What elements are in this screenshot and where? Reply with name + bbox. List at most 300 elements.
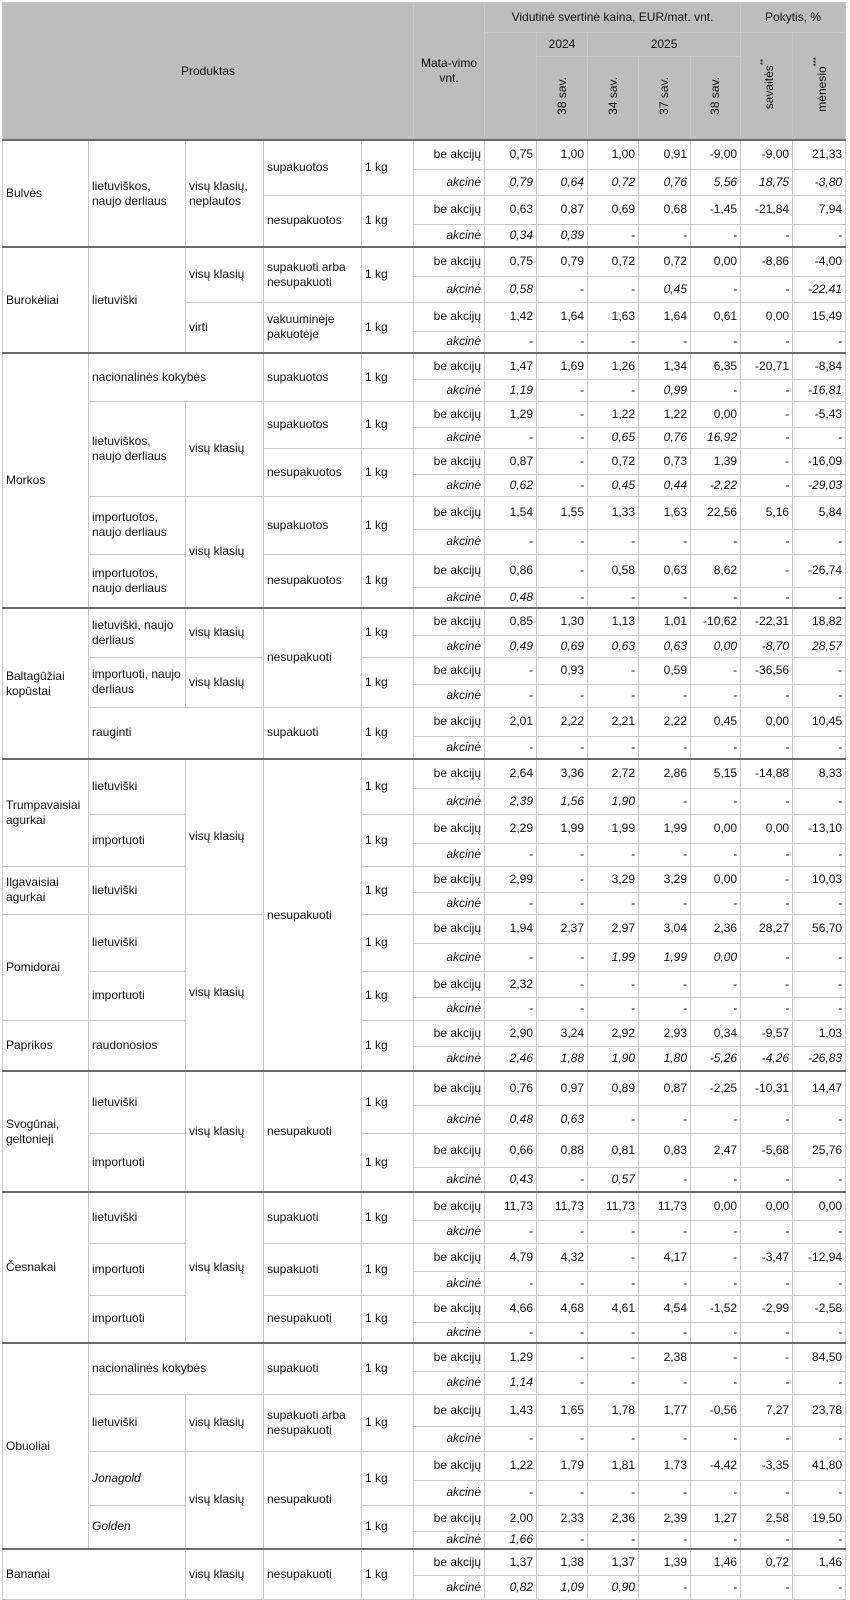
value-cell: -12,94: [793, 1243, 846, 1271]
packaging: supakuotos: [264, 496, 362, 554]
price-type: akcinė: [414, 1271, 485, 1295]
price-type: be akcijų: [414, 1133, 485, 1167]
product-class: visų klasių: [186, 759, 264, 914]
value-cell: -: [485, 943, 537, 971]
value-cell: 84,50: [793, 1343, 846, 1371]
value-cell: -: [588, 657, 639, 684]
value-cell: 2,97: [588, 914, 639, 943]
price-type: be akcijų: [414, 707, 485, 736]
value-cell: -: [793, 1167, 846, 1192]
value-cell: -: [691, 1167, 741, 1192]
value-cell: -: [485, 997, 537, 1020]
value-cell: 4,32: [537, 1243, 588, 1271]
value-cell: 0,86: [485, 554, 537, 587]
value-cell: 4,66: [485, 1295, 537, 1322]
value-cell: -26,83: [793, 1046, 846, 1071]
price-type: akcinė: [414, 529, 485, 554]
value-cell: 0,48: [485, 587, 537, 608]
value-cell: -: [691, 892, 741, 914]
table-row: [3, 1071, 846, 1105]
header-produktas: Produktas: [3, 3, 414, 141]
value-cell: -: [537, 943, 588, 971]
value-cell: -: [588, 1371, 639, 1394]
packaging: nesupakuoti: [264, 1549, 362, 1599]
value-cell: 0,34: [691, 1020, 741, 1046]
value-cell: 0,49: [485, 635, 537, 657]
value-cell: -: [741, 1322, 793, 1343]
value-cell: 2,29: [485, 814, 537, 843]
product-name: Baltagūžiai kopūstai: [3, 608, 89, 759]
value-cell: 1,34: [639, 353, 691, 379]
price-type: akcinė: [414, 843, 485, 866]
product-class: visų klasių: [186, 247, 264, 302]
price-type: akcinė: [414, 635, 485, 657]
value-cell: 1,81: [588, 1451, 639, 1480]
value-cell: 0,00: [741, 1192, 793, 1220]
product-variety: lietuviškos, naujo derliaus: [89, 140, 186, 247]
value-cell: -: [793, 587, 846, 608]
value-cell: 19,50: [793, 1505, 846, 1531]
value-cell: 0,58: [588, 554, 639, 587]
value-cell: 0,87: [537, 195, 588, 224]
table-row: [3, 707, 846, 736]
header-change: Pokytis, %: [741, 3, 846, 33]
value-cell: -: [793, 1575, 846, 1599]
value-cell: -: [588, 529, 639, 554]
product-variety: raudonosios: [89, 1020, 186, 1071]
value-cell: -: [537, 529, 588, 554]
table-row: [3, 914, 846, 943]
value-cell: 0,61: [691, 302, 741, 331]
value-cell: 8,33: [793, 759, 846, 788]
value-cell: 1,99: [639, 943, 691, 971]
value-cell: -: [588, 587, 639, 608]
unit: 1 kg: [362, 814, 414, 866]
product-variety: lietuviški: [89, 1192, 186, 1243]
product-name: Bulvės: [3, 140, 89, 247]
value-cell: 1,90: [588, 788, 639, 814]
value-cell: -: [485, 843, 537, 866]
value-cell: -: [588, 892, 639, 914]
value-cell: 3,29: [639, 866, 691, 892]
table-row: [3, 1451, 846, 1480]
value-cell: -3,80: [793, 169, 846, 195]
value-cell: 0,66: [485, 1133, 537, 1167]
header-week-2025-37: 37 sav.: [639, 57, 691, 141]
value-cell: 0,99: [639, 379, 691, 401]
value-cell: -: [485, 331, 537, 353]
value-cell: 1,19: [485, 379, 537, 401]
value-cell: -1,45: [691, 195, 741, 224]
value-cell: 0,43: [485, 1167, 537, 1192]
value-cell: 1,42: [485, 302, 537, 331]
value-cell: -: [691, 379, 741, 401]
value-cell: -3,35: [741, 1451, 793, 1480]
value-cell: -: [741, 1343, 793, 1371]
value-cell: 0,79: [537, 247, 588, 276]
packaging: supakuotos: [264, 353, 362, 401]
product-name: Morkos: [3, 353, 89, 608]
product-variety: importuotos, naujo derliaus: [89, 496, 186, 554]
value-cell: -: [741, 1426, 793, 1451]
value-cell: -9,00: [741, 140, 793, 169]
value-cell: -: [537, 892, 588, 914]
value-cell: -: [537, 474, 588, 496]
value-cell: -: [793, 997, 846, 1020]
product-name: Česnakai: [3, 1192, 89, 1343]
value-cell: -: [741, 1371, 793, 1394]
price-type: akcinė: [414, 1322, 485, 1343]
value-cell: 1,37: [588, 1549, 639, 1575]
value-cell: -: [793, 943, 846, 971]
unit: 1 kg: [362, 353, 414, 401]
table-row: [3, 866, 846, 892]
value-cell: -2,22: [691, 474, 741, 496]
unit: 1 kg: [362, 1451, 414, 1505]
value-cell: 1,37: [485, 1549, 537, 1575]
value-cell: 1,56: [537, 788, 588, 814]
packaging: supakuoti: [264, 707, 362, 759]
value-cell: -: [793, 529, 846, 554]
value-cell: -: [485, 657, 537, 684]
value-cell: 2,36: [588, 1505, 639, 1531]
value-cell: -: [588, 684, 639, 707]
value-cell: 4,61: [588, 1295, 639, 1322]
product-variety: lietuviški: [89, 247, 186, 353]
value-cell: 2,64: [485, 759, 537, 788]
value-cell: -: [537, 427, 588, 448]
product-class: visų klasių: [186, 401, 264, 496]
value-cell: -: [588, 1322, 639, 1343]
product-class: visų klasių: [186, 496, 264, 608]
price-table: [2, 2, 846, 1600]
price-type: be akcijų: [414, 1505, 485, 1531]
value-cell: -8,86: [741, 247, 793, 276]
product-variety: importuoti: [89, 1243, 186, 1295]
value-cell: 0,44: [639, 474, 691, 496]
value-cell: -: [485, 1426, 537, 1451]
value-cell: -: [691, 657, 741, 684]
unit: 1 kg: [362, 401, 414, 448]
unit: 1 kg: [362, 1192, 414, 1243]
value-cell: -: [588, 379, 639, 401]
table-row: [3, 657, 846, 684]
value-cell: 21,33: [793, 140, 846, 169]
value-cell: -: [741, 1480, 793, 1505]
packaging: nesupakuoti: [264, 1451, 362, 1549]
value-cell: -0,56: [691, 1394, 741, 1426]
value-cell: 1,29: [485, 401, 537, 427]
price-type: akcinė: [414, 587, 485, 608]
value-cell: 2,39: [639, 1505, 691, 1531]
value-cell: 1,22: [485, 1451, 537, 1480]
value-cell: 7,27: [741, 1394, 793, 1426]
value-cell: -: [741, 684, 793, 707]
product-variety: Jonagold: [89, 1451, 186, 1505]
value-cell: 0,00: [691, 401, 741, 427]
value-cell: 2,01: [485, 707, 537, 736]
value-cell: 2,37: [537, 914, 588, 943]
value-cell: 3,04: [639, 914, 691, 943]
packaging: supakuotos: [264, 140, 362, 195]
value-cell: -: [741, 379, 793, 401]
table-header: [3, 3, 846, 141]
value-cell: -: [741, 1531, 793, 1549]
value-cell: -: [588, 1243, 639, 1271]
product-variety: importuoti, naujo derliaus: [89, 657, 186, 707]
value-cell: 0,83: [639, 1133, 691, 1167]
value-cell: 1,88: [537, 1046, 588, 1071]
value-cell: -2,58: [793, 1295, 846, 1322]
table-row: [3, 1192, 846, 1220]
table-row: [3, 353, 846, 379]
value-cell: -: [639, 788, 691, 814]
value-cell: 2,32: [485, 971, 537, 997]
value-cell: 0,68: [639, 195, 691, 224]
value-cell: -: [537, 1371, 588, 1394]
price-type: akcinė: [414, 1371, 485, 1394]
product-class: visų klasių, neplautos: [186, 140, 264, 247]
value-cell: 1,00: [537, 140, 588, 169]
value-cell: -3,47: [741, 1243, 793, 1271]
value-cell: -: [741, 997, 793, 1020]
product-variety: lietuviškos, naujo derliaus: [89, 401, 186, 496]
value-cell: -: [639, 1371, 691, 1394]
price-type: akcinė: [414, 379, 485, 401]
value-cell: -: [537, 554, 588, 587]
price-type: be akcijų: [414, 608, 485, 635]
value-cell: -: [793, 1271, 846, 1295]
table-row: [3, 496, 846, 529]
product-name: Paprikos: [3, 1020, 89, 1071]
value-cell: 0,65: [588, 427, 639, 448]
unit: 1 kg: [362, 657, 414, 707]
unit: 1 kg: [362, 1505, 414, 1549]
value-cell: 1,39: [639, 1549, 691, 1575]
value-cell: 2,22: [639, 707, 691, 736]
value-cell: 0,87: [485, 448, 537, 474]
value-cell: -: [691, 1426, 741, 1451]
value-cell: 5,56: [691, 169, 741, 195]
unit: 1 kg: [362, 247, 414, 302]
value-cell: 1,38: [537, 1549, 588, 1575]
value-cell: -13,10: [793, 814, 846, 843]
value-cell: 2,86: [639, 759, 691, 788]
price-type: be akcijų: [414, 1295, 485, 1322]
product-variety: lietuviški: [89, 866, 186, 914]
packaging: supakuoti arba nesupakuoti: [264, 1394, 362, 1451]
value-cell: -: [741, 224, 793, 247]
value-cell: -: [793, 1105, 846, 1133]
value-cell: 1,77: [639, 1394, 691, 1426]
value-cell: -: [485, 1322, 537, 1343]
table-row: [3, 1133, 846, 1167]
value-cell: -8,84: [793, 353, 846, 379]
value-cell: -: [639, 1322, 691, 1343]
value-cell: -: [537, 1271, 588, 1295]
value-cell: -21,84: [741, 195, 793, 224]
value-cell: 0,63: [588, 635, 639, 657]
value-cell: 5,16: [741, 496, 793, 529]
unit: 1 kg: [362, 554, 414, 608]
product-class: visų klasių: [186, 608, 264, 657]
value-cell: -: [741, 448, 793, 474]
value-cell: 0,00: [691, 943, 741, 971]
value-cell: 0,93: [537, 657, 588, 684]
price-type: akcinė: [414, 684, 485, 707]
price-type: be akcijų: [414, 759, 485, 788]
value-cell: -: [537, 1426, 588, 1451]
unit: 1 kg: [362, 1071, 414, 1133]
value-cell: 1,43: [485, 1394, 537, 1426]
value-cell: 1,55: [537, 496, 588, 529]
value-cell: -: [741, 788, 793, 814]
value-cell: -16,81: [793, 379, 846, 401]
value-cell: -: [639, 843, 691, 866]
value-cell: -: [741, 1271, 793, 1295]
value-cell: -: [639, 684, 691, 707]
value-cell: -: [793, 971, 846, 997]
header-change-week: savaitės**: [741, 33, 793, 141]
price-type: be akcijų: [414, 353, 485, 379]
value-cell: -: [691, 684, 741, 707]
value-cell: -: [793, 1371, 846, 1394]
value-cell: -: [537, 401, 588, 427]
product-variety: importuoti: [89, 1295, 186, 1343]
value-cell: -: [485, 736, 537, 759]
value-cell: 3,29: [588, 866, 639, 892]
table-row: [3, 554, 846, 587]
value-cell: 0,97: [537, 1071, 588, 1105]
value-cell: -: [741, 529, 793, 554]
value-cell: -4,42: [691, 1451, 741, 1480]
value-cell: -: [537, 997, 588, 1020]
price-type: akcinė: [414, 474, 485, 496]
product-variety: lietuviški: [89, 914, 186, 971]
value-cell: -: [639, 1575, 691, 1599]
header-week-2025-38: 38 sav.: [691, 57, 741, 141]
header-week-2024-38: 38 sav.: [537, 57, 588, 141]
value-cell: 0,45: [588, 474, 639, 496]
value-cell: 0,76: [639, 169, 691, 195]
value-cell: -: [741, 427, 793, 448]
value-cell: 56,70: [793, 914, 846, 943]
table-row: [3, 1505, 846, 1531]
price-type: akcinė: [414, 892, 485, 914]
value-cell: -: [741, 843, 793, 866]
value-cell: -: [588, 1426, 639, 1451]
price-type: akcinė: [414, 276, 485, 302]
value-cell: 0,59: [639, 657, 691, 684]
value-cell: -: [741, 971, 793, 997]
header-unit: Mata-vimo vnt.: [414, 3, 485, 141]
value-cell: -: [691, 843, 741, 866]
price-type: be akcijų: [414, 496, 485, 529]
value-cell: -: [537, 1480, 588, 1505]
value-cell: -: [588, 224, 639, 247]
value-cell: -: [537, 843, 588, 866]
value-cell: 0,69: [537, 635, 588, 657]
value-cell: 15,49: [793, 302, 846, 331]
value-cell: 7,94: [793, 195, 846, 224]
value-cell: 4,54: [639, 1295, 691, 1322]
value-cell: -: [741, 892, 793, 914]
value-cell: 2,46: [485, 1046, 537, 1071]
value-cell: 10,45: [793, 707, 846, 736]
value-cell: -: [537, 448, 588, 474]
value-cell: -: [691, 1243, 741, 1271]
value-cell: 0,45: [639, 276, 691, 302]
value-cell: 1,66: [485, 1531, 537, 1549]
value-cell: 14,47: [793, 1071, 846, 1105]
unit: 1 kg: [362, 1133, 414, 1192]
price-type: be akcijų: [414, 140, 485, 169]
value-cell: 1,63: [639, 496, 691, 529]
unit: 1 kg: [362, 971, 414, 1020]
value-cell: -9,57: [741, 1020, 793, 1046]
price-type: akcinė: [414, 1046, 485, 1071]
value-cell: -: [691, 788, 741, 814]
header-week-2025-34: 34 sav.: [588, 57, 639, 141]
value-cell: 28,57: [793, 635, 846, 657]
value-cell: 1,99: [639, 814, 691, 843]
product-class: visų klasių: [186, 1071, 264, 1192]
value-cell: -: [537, 1531, 588, 1549]
value-cell: 1,30: [537, 608, 588, 635]
value-cell: -: [588, 1220, 639, 1243]
price-type: be akcijų: [414, 448, 485, 474]
packaging: supakuoti: [264, 1243, 362, 1295]
price-type: akcinė: [414, 997, 485, 1020]
value-cell: -: [741, 401, 793, 427]
value-cell: -: [639, 1271, 691, 1295]
price-type: be akcijų: [414, 1343, 485, 1371]
value-cell: -22,41: [793, 276, 846, 302]
price-type: akcinė: [414, 1531, 485, 1549]
value-cell: -: [588, 971, 639, 997]
value-cell: 0,82: [485, 1575, 537, 1599]
header-year-2025: 2025: [588, 33, 741, 57]
price-type: be akcijų: [414, 814, 485, 843]
product-variety: rauginti: [89, 707, 264, 759]
value-cell: 2,36: [691, 914, 741, 943]
value-cell: 1,73: [639, 1451, 691, 1480]
value-cell: -: [691, 971, 741, 997]
value-cell: -: [537, 379, 588, 401]
value-cell: 1,26: [588, 353, 639, 379]
product-name: Bananai: [3, 1549, 186, 1599]
price-type: akcinė: [414, 1220, 485, 1243]
table-row: [3, 247, 846, 276]
value-cell: 1,14: [485, 1371, 537, 1394]
table-row: [3, 814, 846, 843]
product-variety: importuoti: [89, 814, 186, 866]
product-class: visų klasių: [186, 1394, 264, 1451]
value-cell: -14,88: [741, 759, 793, 788]
product-variety: importuoti: [89, 971, 186, 1020]
value-cell: 6,35: [691, 353, 741, 379]
price-type: be akcijų: [414, 1394, 485, 1426]
value-cell: -: [485, 684, 537, 707]
value-cell: 0,39: [537, 224, 588, 247]
value-cell: -26,74: [793, 554, 846, 587]
value-cell: 0,76: [485, 1071, 537, 1105]
value-cell: -: [639, 224, 691, 247]
value-cell: -: [793, 1480, 846, 1505]
unit: 1 kg: [362, 1243, 414, 1295]
table-row: [3, 608, 846, 635]
value-cell: -: [741, 866, 793, 892]
